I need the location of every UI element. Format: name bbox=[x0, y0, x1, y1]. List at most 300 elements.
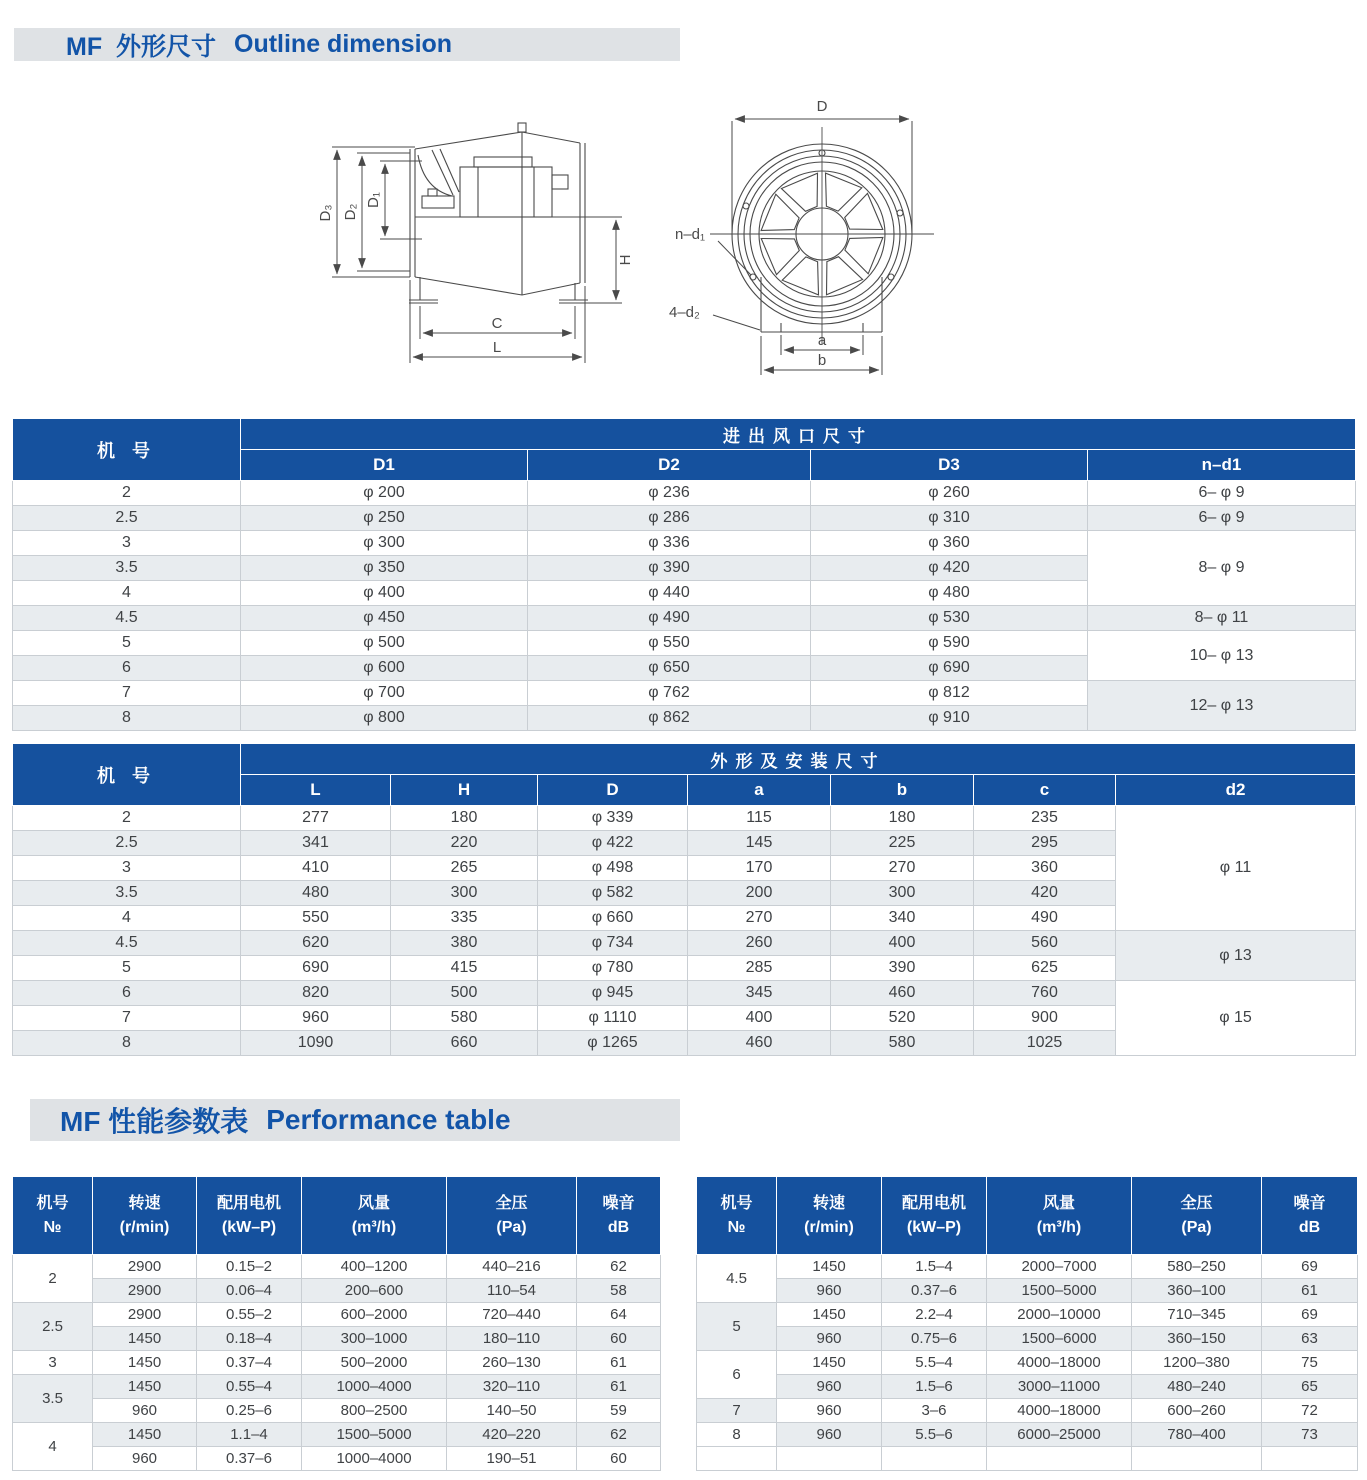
cell: 1450 bbox=[777, 1351, 882, 1375]
cell: 660 bbox=[391, 1031, 538, 1056]
cell: 580–250 bbox=[1132, 1255, 1262, 1279]
perf-header-pressure: 全压 (Pa) bbox=[1132, 1177, 1262, 1255]
col-header-d3: D3 bbox=[811, 450, 1088, 481]
cell: φ 400 bbox=[241, 581, 528, 606]
cell: φ 862 bbox=[528, 706, 811, 731]
row-machine-no: 2 bbox=[13, 1255, 93, 1303]
cell: 440–216 bbox=[447, 1255, 577, 1279]
col-header-l: L bbox=[241, 775, 391, 806]
cell: 277 bbox=[241, 806, 391, 831]
cell: 180 bbox=[391, 806, 538, 831]
cell: φ 734 bbox=[538, 931, 688, 956]
cell: 2000–7000 bbox=[987, 1255, 1132, 1279]
perf-header-airflow: 风量 (m³/h) bbox=[987, 1177, 1132, 1255]
merged-cell: 6– φ 9 bbox=[1088, 481, 1356, 506]
row-machine-no: 2.5 bbox=[13, 1303, 93, 1351]
col-header-d: D bbox=[538, 775, 688, 806]
cell: 180 bbox=[831, 806, 974, 831]
label-c: C bbox=[491, 315, 503, 332]
table-row bbox=[13, 1375, 661, 1399]
empty-cell bbox=[882, 1447, 987, 1471]
cell: 69 bbox=[1262, 1255, 1358, 1279]
cell: 190–51 bbox=[447, 1447, 577, 1471]
cell: φ 945 bbox=[538, 981, 688, 1006]
cell: 960 bbox=[93, 1399, 197, 1423]
cell: 360–100 bbox=[1132, 1279, 1262, 1303]
table-row bbox=[13, 531, 1356, 556]
dimension-lines bbox=[332, 147, 622, 363]
col-header-b: b bbox=[831, 775, 974, 806]
empty-row bbox=[697, 1447, 1358, 1471]
cell: 72 bbox=[1262, 1399, 1358, 1423]
merged-cell: 12– φ 13 bbox=[1088, 681, 1356, 731]
perf-header-speed: 转速 (r/min) bbox=[777, 1177, 882, 1255]
table-row bbox=[697, 1351, 1358, 1375]
label-d3: D₃ bbox=[317, 204, 334, 222]
cell: φ 1265 bbox=[538, 1031, 688, 1056]
cell: 340 bbox=[831, 906, 974, 931]
section-title-performance-zh: MF 性能参数表 bbox=[60, 1106, 249, 1137]
cell: 3000–11000 bbox=[987, 1375, 1132, 1399]
cell: 62 bbox=[577, 1423, 661, 1447]
label-d1: D₁ bbox=[365, 192, 382, 208]
cell: 110–54 bbox=[447, 1279, 577, 1303]
cell: 235 bbox=[974, 806, 1116, 831]
cell: 960 bbox=[241, 1006, 391, 1031]
outline-installation-dimension-table bbox=[12, 743, 1356, 1056]
cell: 1450 bbox=[93, 1351, 197, 1375]
cell: 61 bbox=[1262, 1279, 1358, 1303]
cell: 0.06–4 bbox=[197, 1279, 302, 1303]
merged-cell: 8– φ 9 bbox=[1088, 531, 1356, 606]
table-row bbox=[697, 1279, 1358, 1303]
table-row bbox=[697, 1399, 1358, 1423]
cell: 400 bbox=[688, 1006, 831, 1031]
cell: 960 bbox=[777, 1399, 882, 1423]
merged-cell: 8– φ 11 bbox=[1088, 606, 1356, 631]
performance-tables bbox=[12, 1176, 1367, 1471]
cell: 1500–6000 bbox=[987, 1327, 1132, 1351]
group-header-inlet-outlet: 进出风口尺寸 bbox=[241, 419, 1356, 450]
cell: 360 bbox=[974, 856, 1116, 881]
table-row bbox=[13, 1399, 661, 1423]
cell: 2900 bbox=[93, 1279, 197, 1303]
cell: 0.55–4 bbox=[197, 1375, 302, 1399]
cell: 285 bbox=[688, 956, 831, 981]
cell: 1000–4000 bbox=[302, 1447, 447, 1471]
table-row bbox=[697, 1375, 1358, 1399]
row-machine-no: 3.5 bbox=[13, 1375, 93, 1423]
performance-table-right bbox=[696, 1176, 1358, 1471]
table-row bbox=[697, 1423, 1358, 1447]
cell: φ 650 bbox=[528, 656, 811, 681]
cell: 580 bbox=[831, 1031, 974, 1056]
cell: 1.5–4 bbox=[882, 1255, 987, 1279]
cell: 480 bbox=[241, 881, 391, 906]
cell: 960 bbox=[777, 1375, 882, 1399]
cell: φ 1110 bbox=[538, 1006, 688, 1031]
front-view-labels bbox=[669, 98, 828, 369]
cell: φ 422 bbox=[538, 831, 688, 856]
cell: φ 250 bbox=[241, 506, 528, 531]
cell: 170 bbox=[688, 856, 831, 881]
cell: φ 336 bbox=[528, 531, 811, 556]
cell: 345 bbox=[688, 981, 831, 1006]
cell: 1450 bbox=[777, 1255, 882, 1279]
cell: 145 bbox=[688, 831, 831, 856]
cell: 140–50 bbox=[447, 1399, 577, 1423]
cell: 1450 bbox=[93, 1327, 197, 1351]
cell: 69 bbox=[1262, 1303, 1358, 1327]
row-machine-no: 2 bbox=[13, 481, 241, 506]
cell: 270 bbox=[831, 856, 974, 881]
cell: 335 bbox=[391, 906, 538, 931]
cell: 960 bbox=[777, 1279, 882, 1303]
group-header-outline-install: 外形及安装尺寸 bbox=[241, 744, 1356, 775]
cell: 460 bbox=[688, 1031, 831, 1056]
cell: 220 bbox=[391, 831, 538, 856]
cell: φ 600 bbox=[241, 656, 528, 681]
cell: 720–440 bbox=[447, 1303, 577, 1327]
front-dimension-lines bbox=[713, 119, 912, 375]
cell: 2.2–4 bbox=[882, 1303, 987, 1327]
cell: 460 bbox=[831, 981, 974, 1006]
cell: 115 bbox=[688, 806, 831, 831]
cell: 341 bbox=[241, 831, 391, 856]
cell: 2900 bbox=[93, 1303, 197, 1327]
perf-header-speed: 转速 (r/min) bbox=[93, 1177, 197, 1255]
label-4-d2: 4–d₂ bbox=[669, 304, 700, 321]
cell: 59 bbox=[577, 1399, 661, 1423]
cell: 265 bbox=[391, 856, 538, 881]
cell: 500–2000 bbox=[302, 1351, 447, 1375]
cell: 390 bbox=[831, 956, 974, 981]
cell: 1450 bbox=[93, 1375, 197, 1399]
row-machine-no: 3 bbox=[13, 1351, 93, 1375]
row-machine-no: 3.5 bbox=[13, 556, 241, 581]
cell: 500 bbox=[391, 981, 538, 1006]
cell: 225 bbox=[831, 831, 974, 856]
empty-cell bbox=[1132, 1447, 1262, 1471]
cell: 820 bbox=[241, 981, 391, 1006]
label-d2: D₂ bbox=[342, 203, 359, 221]
cell: 60 bbox=[577, 1447, 661, 1471]
cell: φ 480 bbox=[811, 581, 1088, 606]
cell: 690 bbox=[241, 956, 391, 981]
table-row bbox=[13, 1447, 661, 1471]
row-machine-no: 8 bbox=[13, 1031, 241, 1056]
cell: 300–1000 bbox=[302, 1327, 447, 1351]
section-title-outline-zh: MF 外形尺寸 bbox=[66, 32, 216, 61]
table-row bbox=[13, 1279, 661, 1303]
cell: 61 bbox=[577, 1375, 661, 1399]
cell: 360–150 bbox=[1132, 1327, 1262, 1351]
cell: 300 bbox=[831, 881, 974, 906]
row-machine-no: 6 bbox=[697, 1351, 777, 1399]
col-header-d2: d2 bbox=[1116, 775, 1356, 806]
table-row bbox=[13, 606, 1356, 631]
row-machine-no: 4.5 bbox=[13, 606, 241, 631]
machine-no-header: 机 号 bbox=[13, 744, 241, 806]
row-machine-no: 2 bbox=[13, 806, 241, 831]
cell: 400 bbox=[831, 931, 974, 956]
table-row bbox=[13, 1351, 661, 1375]
cell: 380 bbox=[391, 931, 538, 956]
cell: φ 780 bbox=[538, 956, 688, 981]
perf-header-airflow: 风量 (m³/h) bbox=[302, 1177, 447, 1255]
cell: 260–130 bbox=[447, 1351, 577, 1375]
table-row bbox=[13, 1303, 661, 1327]
cell: φ 286 bbox=[528, 506, 811, 531]
front-view-drawing bbox=[655, 89, 975, 399]
section-title-performance-en: Performance table bbox=[266, 1104, 511, 1135]
cell: 260 bbox=[688, 931, 831, 956]
perf-header-machine-no: 机号 № bbox=[13, 1177, 93, 1255]
cell: 320–110 bbox=[447, 1375, 577, 1399]
table-row bbox=[13, 1327, 661, 1351]
merged-cell: φ 11 bbox=[1116, 806, 1356, 931]
col-header-d1: D1 bbox=[241, 450, 528, 481]
cell: 2900 bbox=[93, 1255, 197, 1279]
cell: 560 bbox=[974, 931, 1116, 956]
cell: φ 700 bbox=[241, 681, 528, 706]
cell: 1500–5000 bbox=[987, 1279, 1132, 1303]
col-header-a: a bbox=[688, 775, 831, 806]
table-row bbox=[13, 631, 1356, 656]
row-machine-no: 7 bbox=[697, 1399, 777, 1423]
row-machine-no: 7 bbox=[13, 1006, 241, 1031]
cell: 1000–4000 bbox=[302, 1375, 447, 1399]
row-machine-no: 6 bbox=[13, 656, 241, 681]
label-d: D bbox=[816, 98, 828, 115]
cell: 0.75–6 bbox=[882, 1327, 987, 1351]
cell: φ 350 bbox=[241, 556, 528, 581]
cell: φ 800 bbox=[241, 706, 528, 731]
perf-header-motor: 配用电机 (kW–P) bbox=[882, 1177, 987, 1255]
cell: 415 bbox=[391, 956, 538, 981]
cell: 1.1–4 bbox=[197, 1423, 302, 1447]
merged-cell: φ 15 bbox=[1116, 981, 1356, 1056]
empty-cell bbox=[777, 1447, 882, 1471]
cell: 480–240 bbox=[1132, 1375, 1262, 1399]
cell: 0.55–2 bbox=[197, 1303, 302, 1327]
col-header-h: H bbox=[391, 775, 538, 806]
cell: φ 390 bbox=[528, 556, 811, 581]
cell: 2000–10000 bbox=[987, 1303, 1132, 1327]
cell: 5.5–4 bbox=[882, 1351, 987, 1375]
label-b: b bbox=[817, 352, 827, 369]
row-machine-no: 4 bbox=[13, 1423, 93, 1471]
row-machine-no: 4.5 bbox=[697, 1255, 777, 1303]
cell: 75 bbox=[1262, 1351, 1358, 1375]
cell: φ 236 bbox=[528, 481, 811, 506]
cell: 960 bbox=[93, 1447, 197, 1471]
cell: 760 bbox=[974, 981, 1116, 1006]
section-title-outline-en: Outline dimension bbox=[234, 30, 453, 58]
row-machine-no: 5 bbox=[13, 956, 241, 981]
cell: φ 690 bbox=[811, 656, 1088, 681]
cell: 1.5–6 bbox=[882, 1375, 987, 1399]
cell: 1500–5000 bbox=[302, 1423, 447, 1447]
cell: φ 300 bbox=[241, 531, 528, 556]
row-machine-no: 3 bbox=[13, 531, 241, 556]
cell: 410 bbox=[241, 856, 391, 881]
empty-cell bbox=[987, 1447, 1132, 1471]
perf-header-motor: 配用电机 (kW–P) bbox=[197, 1177, 302, 1255]
perf-header-noise: 噪音 dB bbox=[577, 1177, 661, 1255]
cell: φ 762 bbox=[528, 681, 811, 706]
cell: 3–6 bbox=[882, 1399, 987, 1423]
table-row bbox=[13, 1423, 661, 1447]
cell: 625 bbox=[974, 956, 1116, 981]
table-row bbox=[13, 981, 1356, 1006]
cell: 64 bbox=[577, 1303, 661, 1327]
cell: 900 bbox=[974, 1006, 1116, 1031]
cell: 60 bbox=[577, 1327, 661, 1351]
cell: 420 bbox=[974, 881, 1116, 906]
cell: 960 bbox=[777, 1423, 882, 1447]
empty-cell bbox=[1262, 1447, 1358, 1471]
merged-cell: φ 13 bbox=[1116, 931, 1356, 981]
empty-cell bbox=[697, 1447, 777, 1471]
cell: 0.25–6 bbox=[197, 1399, 302, 1423]
cell: φ 339 bbox=[538, 806, 688, 831]
table-row bbox=[13, 806, 1356, 831]
cell: 200–600 bbox=[302, 1279, 447, 1303]
cell: 61 bbox=[577, 1351, 661, 1375]
cell: 0.37–6 bbox=[197, 1447, 302, 1471]
cell: 58 bbox=[577, 1279, 661, 1303]
cell: 1090 bbox=[241, 1031, 391, 1056]
col-header-c: c bbox=[974, 775, 1116, 806]
cell: φ 490 bbox=[528, 606, 811, 631]
label-h: H bbox=[617, 254, 634, 266]
row-machine-no: 7 bbox=[13, 681, 241, 706]
cell: φ 590 bbox=[811, 631, 1088, 656]
row-machine-no: 2.5 bbox=[13, 831, 241, 856]
merged-cell: 10– φ 13 bbox=[1088, 631, 1356, 681]
perf-header-pressure: 全压 (Pa) bbox=[447, 1177, 577, 1255]
section-title-performance bbox=[30, 1099, 680, 1141]
cell: 295 bbox=[974, 831, 1116, 856]
perf-header-noise: 噪音 dB bbox=[1262, 1177, 1358, 1255]
machine-no-header: 机 号 bbox=[13, 419, 241, 481]
cell: 0.15–2 bbox=[197, 1255, 302, 1279]
section-title-outline bbox=[14, 28, 680, 61]
cell: 4000–18000 bbox=[987, 1399, 1132, 1423]
label-n-d1: n–d₁ bbox=[675, 226, 706, 243]
fan-casing-outline bbox=[409, 123, 588, 303]
table-row bbox=[13, 931, 1356, 956]
cell: φ 530 bbox=[811, 606, 1088, 631]
label-l: L bbox=[492, 339, 502, 356]
cell: φ 582 bbox=[538, 881, 688, 906]
table-row bbox=[13, 481, 1356, 506]
cell: 800–2500 bbox=[302, 1399, 447, 1423]
cell: 73 bbox=[1262, 1423, 1358, 1447]
cell: 200 bbox=[688, 881, 831, 906]
cell: φ 498 bbox=[538, 856, 688, 881]
cell: φ 360 bbox=[811, 531, 1088, 556]
table-row bbox=[13, 1255, 661, 1279]
cell: 600–260 bbox=[1132, 1399, 1262, 1423]
inlet-outlet-dimension-table bbox=[12, 418, 1356, 731]
cell: 1200–380 bbox=[1132, 1351, 1262, 1375]
performance-table-left bbox=[12, 1176, 661, 1471]
cell: 5.5–6 bbox=[882, 1423, 987, 1447]
cell: φ 260 bbox=[811, 481, 1088, 506]
table-row bbox=[697, 1303, 1358, 1327]
row-machine-no: 5 bbox=[697, 1303, 777, 1351]
cell: 490 bbox=[974, 906, 1116, 931]
cell: 780–400 bbox=[1132, 1423, 1262, 1447]
cell: 65 bbox=[1262, 1375, 1358, 1399]
row-machine-no: 4 bbox=[13, 906, 241, 931]
side-view-drawing bbox=[282, 99, 682, 404]
cell: φ 450 bbox=[241, 606, 528, 631]
row-machine-no: 8 bbox=[697, 1423, 777, 1447]
cell: 1450 bbox=[93, 1423, 197, 1447]
cell: 4000–18000 bbox=[987, 1351, 1132, 1375]
table-row bbox=[697, 1255, 1358, 1279]
cell: 580 bbox=[391, 1006, 538, 1031]
cell: 620 bbox=[241, 931, 391, 956]
row-machine-no: 8 bbox=[13, 706, 241, 731]
cell: φ 812 bbox=[811, 681, 1088, 706]
cell: 420–220 bbox=[447, 1423, 577, 1447]
cell: φ 420 bbox=[811, 556, 1088, 581]
perf-header-machine-no: 机号 № bbox=[697, 1177, 777, 1255]
cell: 520 bbox=[831, 1006, 974, 1031]
cell: φ 910 bbox=[811, 706, 1088, 731]
cell: 1025 bbox=[974, 1031, 1116, 1056]
cell: 300 bbox=[391, 881, 538, 906]
merged-cell: 6– φ 9 bbox=[1088, 506, 1356, 531]
table-row bbox=[13, 506, 1356, 531]
cell: 63 bbox=[1262, 1327, 1358, 1351]
table-row bbox=[13, 681, 1356, 706]
cell: 62 bbox=[577, 1255, 661, 1279]
cell: 0.37–4 bbox=[197, 1351, 302, 1375]
row-machine-no: 5 bbox=[13, 631, 241, 656]
row-machine-no: 4 bbox=[13, 581, 241, 606]
table-row bbox=[697, 1327, 1358, 1351]
drawings-area bbox=[0, 61, 1367, 406]
cell: 0.18–4 bbox=[197, 1327, 302, 1351]
cell: 710–345 bbox=[1132, 1303, 1262, 1327]
cell: 1450 bbox=[777, 1303, 882, 1327]
cell: φ 440 bbox=[528, 581, 811, 606]
cell: φ 500 bbox=[241, 631, 528, 656]
cell: φ 310 bbox=[811, 506, 1088, 531]
row-machine-no: 6 bbox=[13, 981, 241, 1006]
row-machine-no: 3.5 bbox=[13, 881, 241, 906]
col-header-d2: D2 bbox=[528, 450, 811, 481]
cell: 600–2000 bbox=[302, 1303, 447, 1327]
cell: φ 660 bbox=[538, 906, 688, 931]
col-header-n-d1: n–d1 bbox=[1088, 450, 1356, 481]
cell: 960 bbox=[777, 1327, 882, 1351]
cell: 0.37–6 bbox=[882, 1279, 987, 1303]
cell: φ 200 bbox=[241, 481, 528, 506]
cell: 400–1200 bbox=[302, 1255, 447, 1279]
row-machine-no: 4.5 bbox=[13, 931, 241, 956]
cell: 270 bbox=[688, 906, 831, 931]
cell: 180–110 bbox=[447, 1327, 577, 1351]
cell: 6000–25000 bbox=[987, 1423, 1132, 1447]
cell: 550 bbox=[241, 906, 391, 931]
row-machine-no: 2.5 bbox=[13, 506, 241, 531]
